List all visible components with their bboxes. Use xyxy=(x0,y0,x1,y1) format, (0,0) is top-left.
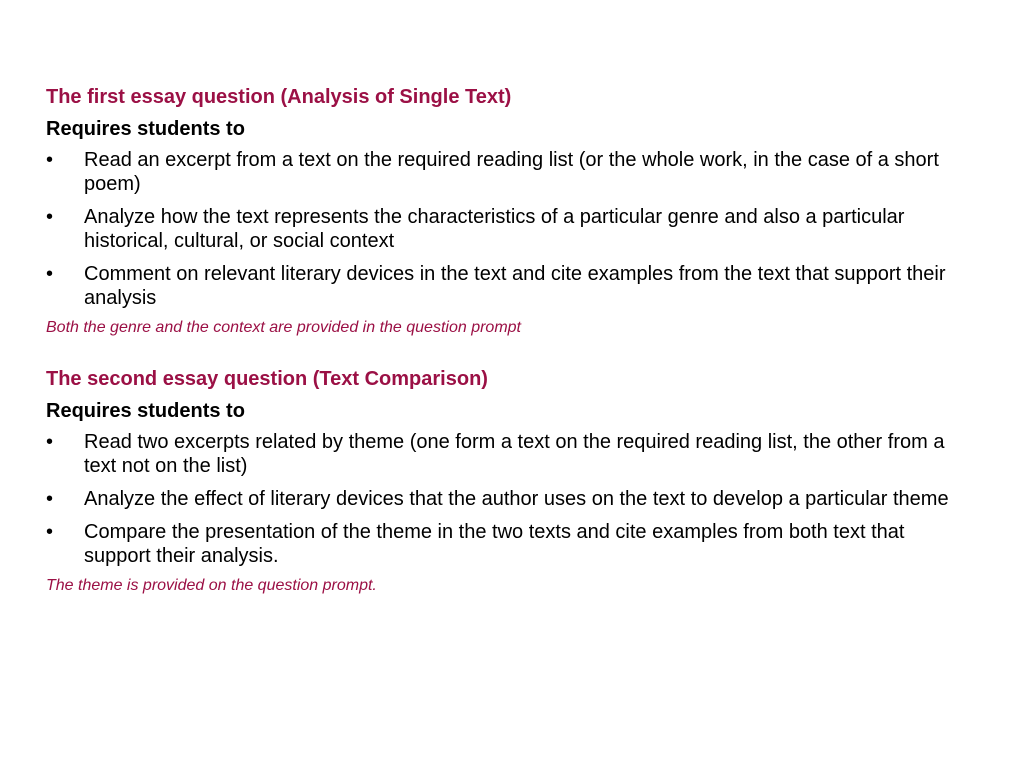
second-essay-section xyxy=(46,366,976,596)
list-item-text: Analyze the effect of literary devices that the author uses on the text to develop a particular theme xyxy=(84,488,949,510)
list-item-text: Comment on relevant literary devices in the text and cite examples from the text that support their analysis xyxy=(84,263,946,309)
slide-content xyxy=(46,84,976,596)
list-item xyxy=(46,262,976,310)
list-item-text: Analyze how the text represents the characteristics of a particular genre and also a particular historical, cultural, or social context xyxy=(84,206,905,252)
first-essay-note: Both the genre and the context are provided in the question prompt xyxy=(46,319,521,336)
list-item xyxy=(46,430,976,478)
list-item xyxy=(46,148,976,196)
list-item xyxy=(46,520,976,568)
list-item xyxy=(46,487,976,511)
bullet-icon: • xyxy=(46,149,54,171)
list-item-text: Read two excerpts related by theme (one form a text on the required reading list, the other from a text not on the list) xyxy=(84,431,945,477)
second-essay-note: The theme is provided on the question prompt. xyxy=(46,577,377,594)
bullet-icon: • xyxy=(46,206,54,228)
second-essay-requirements xyxy=(46,430,976,568)
bullet-icon: • xyxy=(46,431,54,453)
bullet-icon: • xyxy=(46,263,54,285)
first-essay-section xyxy=(46,84,976,338)
second-essay-subheading: Requires students to xyxy=(46,400,245,422)
first-essay-subheading: Requires students to xyxy=(46,118,245,140)
bullet-icon: • xyxy=(46,488,54,510)
list-item-text: Read an excerpt from a text on the required reading list (or the whole work, in the case of a short poem) xyxy=(84,149,939,195)
first-essay-requirements xyxy=(46,148,976,310)
bullet-icon: • xyxy=(46,521,54,543)
second-essay-heading: The second essay question (Text Comparison) xyxy=(46,368,488,390)
list-item-text: Compare the presentation of the theme in the two texts and cite examples from both text that support their analysis. xyxy=(84,521,905,567)
first-essay-heading: The first essay question (Analysis of Single Text) xyxy=(46,86,512,108)
list-item xyxy=(46,205,976,253)
